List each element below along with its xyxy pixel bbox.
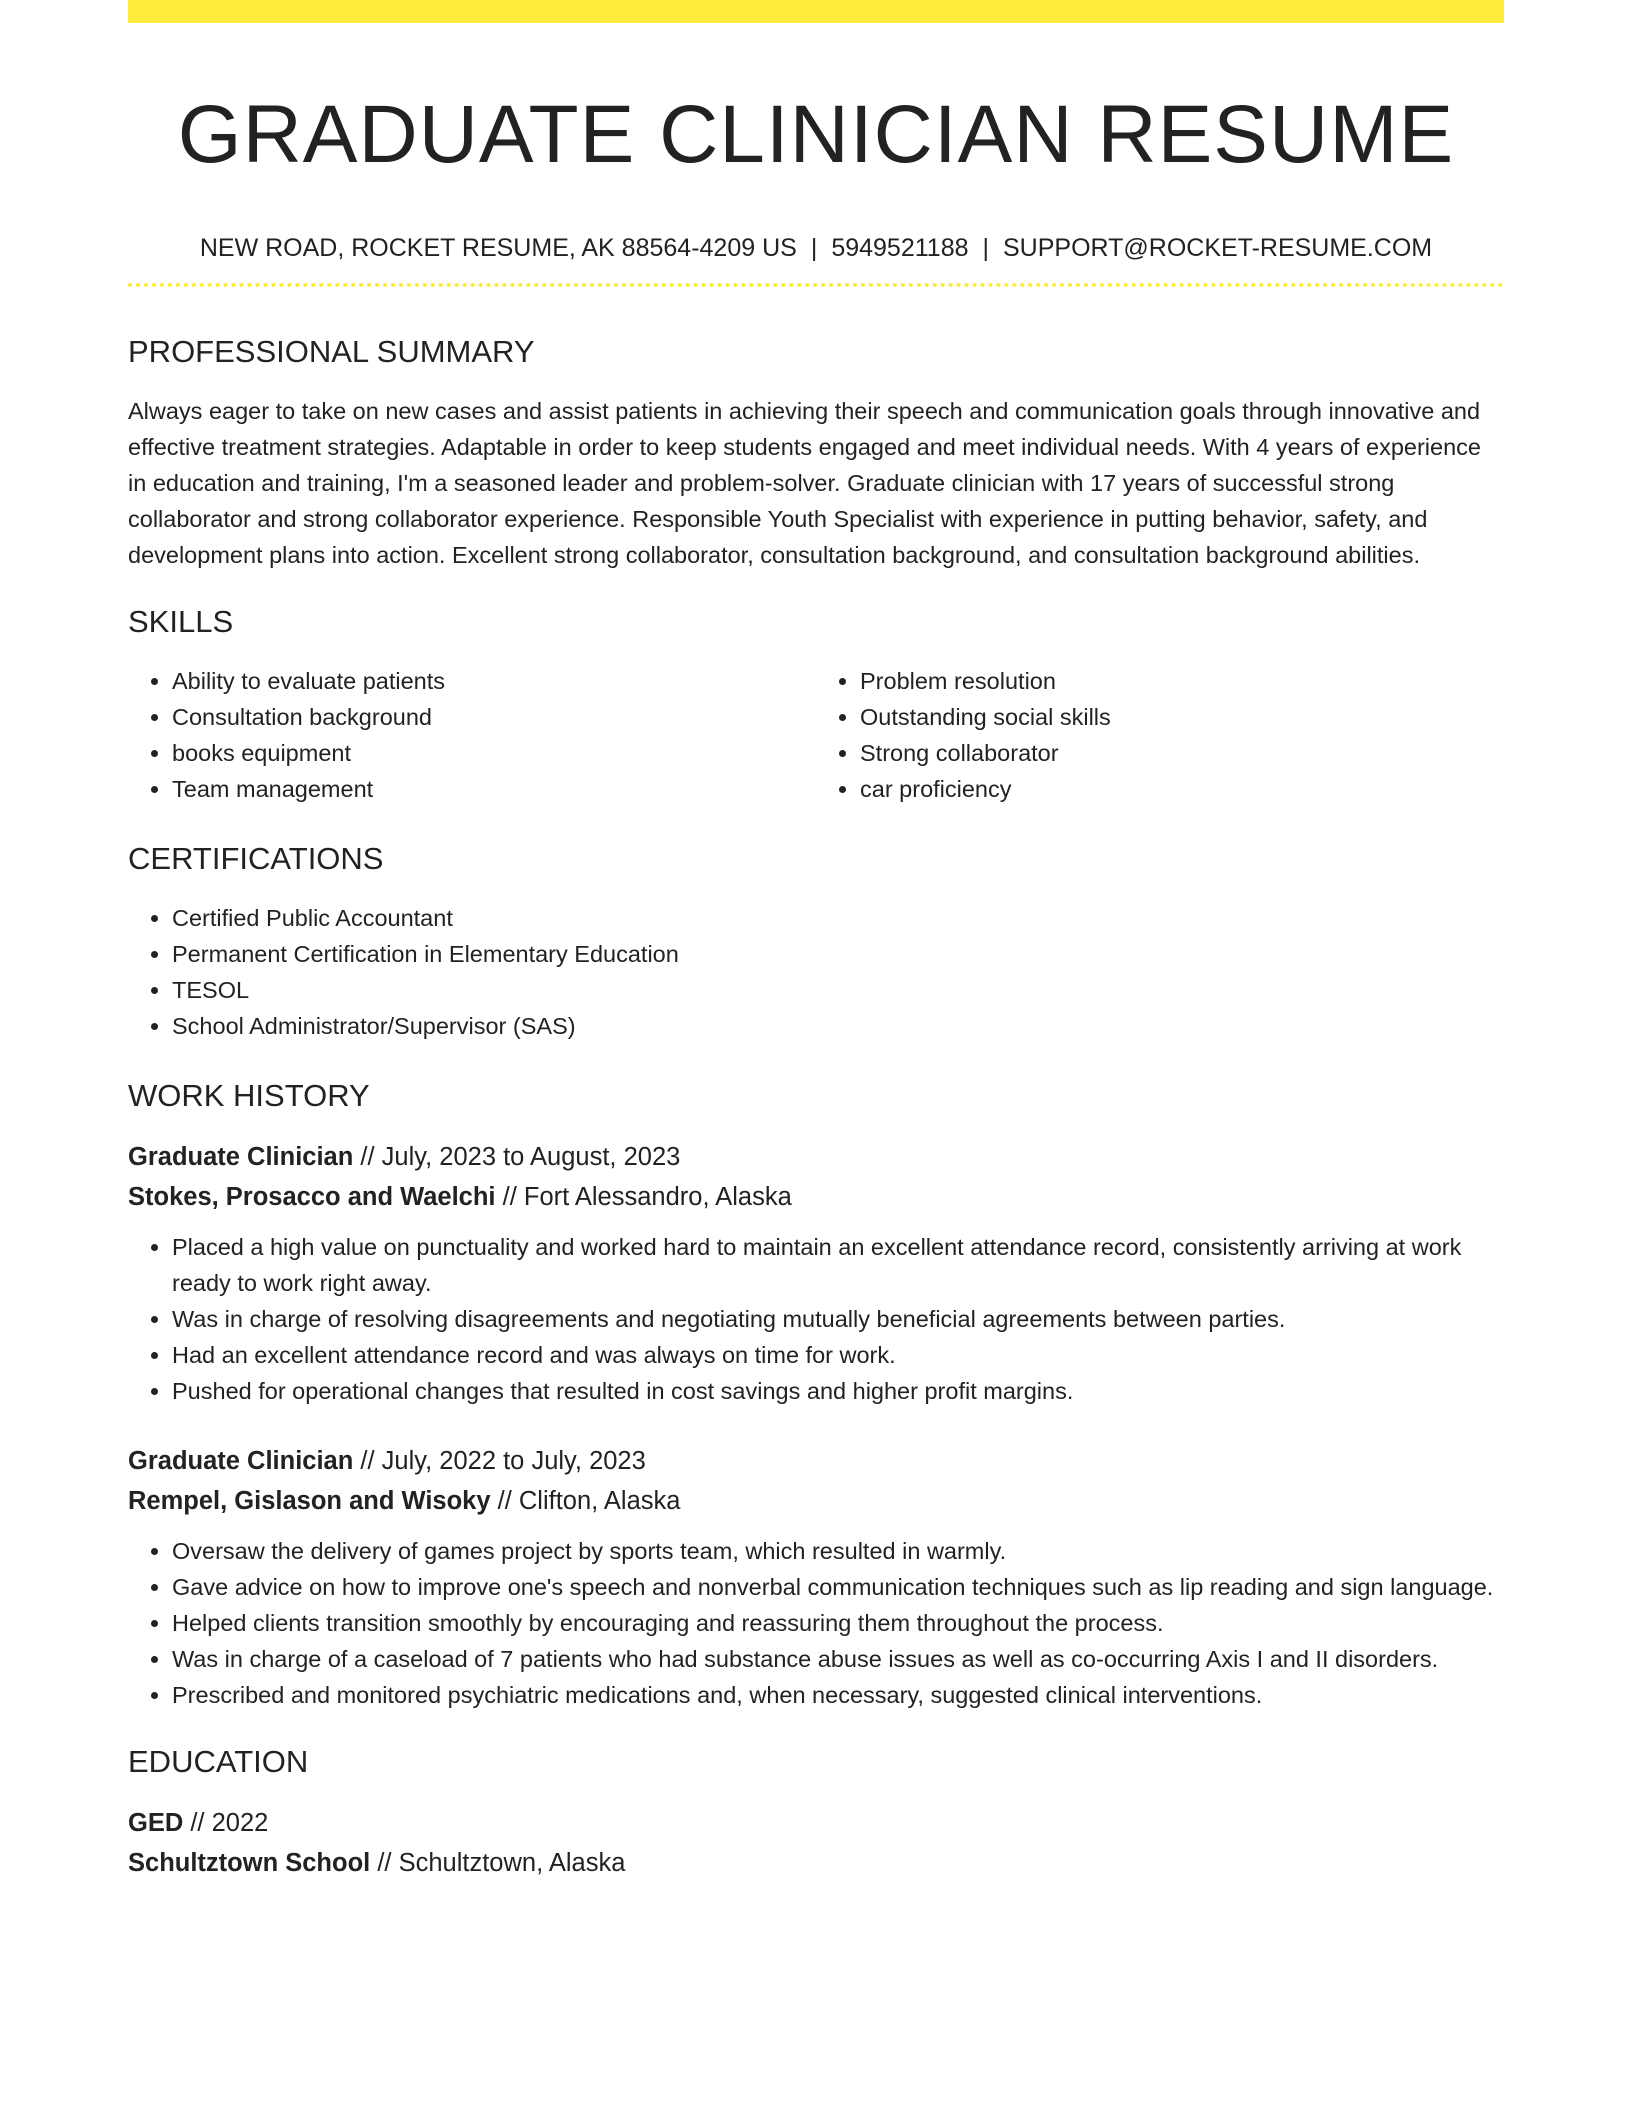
certification-item: • Permanent Certification in Elementary Education — [172, 936, 1504, 972]
job-entry — [128, 1137, 1504, 1409]
job-role-line — [128, 1137, 1504, 1177]
education-degree: GED — [128, 1809, 184, 1837]
job-bullet: • Was in charge of a caseload of 7 patients who had substance abuse issues as well as co-occurring Axis I and II disorders. — [172, 1641, 1504, 1677]
certifications-heading: CERTIFICATIONS — [128, 841, 384, 876]
skill-item: • Consultation background — [172, 699, 816, 735]
skills-list-left — [128, 663, 816, 807]
job-bullet: • Oversaw the delivery of games project by sports team, which resulted in warmly. — [172, 1533, 1504, 1569]
job-company-line — [128, 1177, 1504, 1217]
education-school-line — [128, 1843, 1504, 1883]
contact-phone: 5949521188 — [831, 234, 969, 262]
education-location: // Schultztown, Alaska — [370, 1849, 626, 1877]
summary-heading: PROFESSIONAL SUMMARY — [128, 334, 535, 369]
job-bullets — [128, 1533, 1504, 1713]
certification-item: • Certified Public Accountant — [172, 900, 1504, 936]
job-location: // Fort Alessandro, Alaska — [495, 1183, 792, 1211]
dotted-divider — [128, 283, 1504, 287]
skill-item: • Ability to evaluate patients — [172, 663, 816, 699]
education-degree-line — [128, 1803, 1504, 1843]
job-bullet: • Gave advice on how to improve one's speech and nonverbal communication techniques such as lip reading and sign language. — [172, 1569, 1504, 1605]
education-heading: EDUCATION — [128, 1744, 309, 1779]
job-entry — [128, 1441, 1504, 1713]
job-role: Graduate Clinician — [128, 1447, 354, 1475]
contact-email: SUPPORT@ROCKET-RESUME.COM — [1003, 234, 1433, 262]
job-bullet: • Placed a high value on punctuality and worked hard to maintain an excellent attendance record, consistently arriving at work ready to work right away. — [172, 1229, 1504, 1301]
job-bullets — [128, 1229, 1504, 1409]
job-bullet: • Pushed for operational changes that resulted in cost savings and higher profit margins. — [172, 1373, 1504, 1409]
education-year: // 2022 — [183, 1809, 269, 1837]
contact-separator: | — [982, 234, 989, 262]
skill-item: • car proficiency — [860, 771, 1504, 807]
accent-top-bar — [128, 0, 1504, 23]
skills-heading: SKILLS — [128, 604, 234, 639]
contact-line — [128, 233, 1504, 263]
job-company-line — [128, 1481, 1504, 1521]
certification-item: • School Administrator/Supervisor (SAS) — [172, 1008, 1504, 1044]
work-history-heading: WORK HISTORY — [128, 1078, 370, 1113]
job-bullet: • Was in charge of resolving disagreements and negotiating mutually beneficial agreements between parties. — [172, 1301, 1504, 1337]
contact-separator: | — [810, 234, 818, 262]
skill-item: • Outstanding social skills — [860, 699, 1504, 735]
job-bullet: • Prescribed and monitored psychiatric medications and, when necessary, suggested clinical interventions. — [172, 1677, 1504, 1713]
skills-grid — [128, 663, 1504, 807]
skills-list-right — [816, 663, 1504, 807]
skill-item: • books equipment — [172, 735, 816, 771]
job-bullet: • Had an excellent attendance record and was always on time for work. — [172, 1337, 1504, 1373]
resume-title: GRADUATE CLINICIAN RESUME — [177, 89, 1455, 180]
job-dates: // July, 2022 to July, 2023 — [353, 1447, 646, 1475]
job-role: Graduate Clinician — [128, 1143, 354, 1171]
resume-content — [128, 23, 1504, 1883]
job-role-line — [128, 1441, 1504, 1481]
skill-item: • Strong collaborator — [860, 735, 1504, 771]
skill-item: • Problem resolution — [860, 663, 1504, 699]
education-school: Schultztown School — [128, 1849, 371, 1877]
job-location: // Clifton, Alaska — [490, 1487, 681, 1515]
contact-address: NEW ROAD, ROCKET RESUME, AK 88564-4209 US — [199, 234, 797, 262]
skill-item: • Team management — [172, 771, 816, 807]
job-bullet: • Helped clients transition smoothly by encouraging and reassuring them throughout the process. — [172, 1605, 1504, 1641]
job-company: Rempel, Gislason and Wisoky — [128, 1487, 491, 1515]
job-company: Stokes, Prosacco and Waelchi — [128, 1183, 496, 1211]
summary-text: Always eager to take on new cases and assist patients in achieving their speech and communication goals through innovative and effective treatment strategies. Adaptable in order to keep students engaged and meet individual needs. With 4 years of experience in education and training, I'm a seasoned leader and problem-solver. Graduate clinician with 17 years of successful strong collaborator and strong collaborator experience. Responsible Youth Specialist with experience in putting behavior, safety, and development plans into action. Excellent strong collaborator, consultation background, and consultation background abilities. — [128, 398, 1481, 568]
certifications-list — [128, 900, 1504, 1044]
job-dates: // July, 2023 to August, 2023 — [353, 1143, 681, 1171]
certification-item: • TESOL — [172, 972, 1504, 1008]
